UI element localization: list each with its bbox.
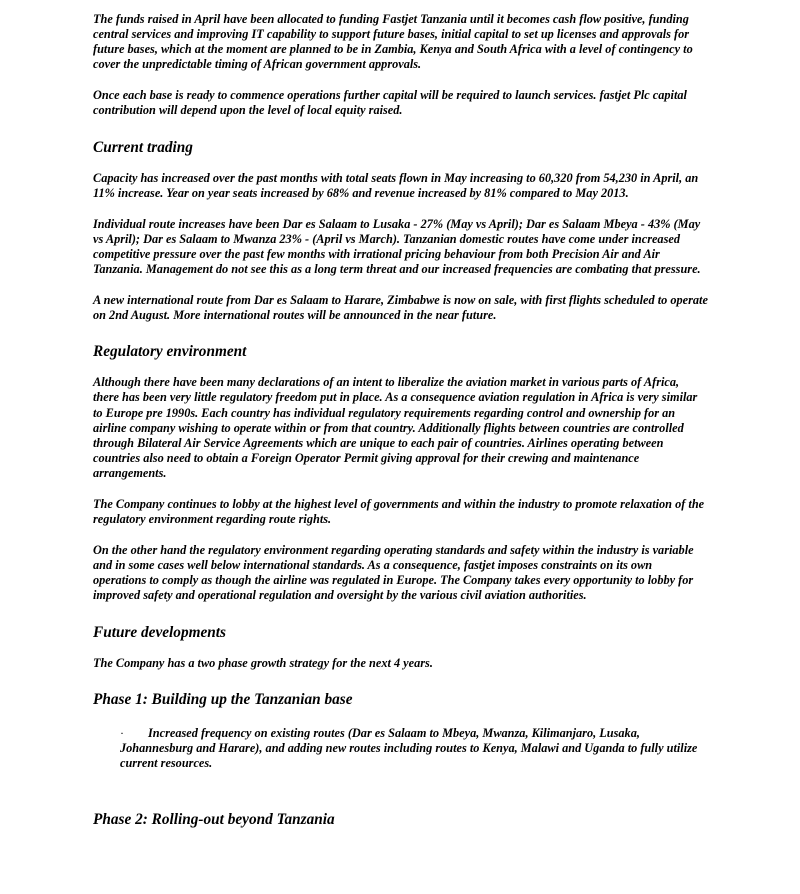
- phase-1-bullet-item: [93, 726, 708, 771]
- intro-paragraph-capital: Once each base is ready to commence operations further capital will be required to launch services. fastjet Plc capital contribution will depend upon the level of local equity raised.: [93, 88, 687, 118]
- paragraph-growth-strategy: The Company has a two phase growth strategy for the next 4 years.: [93, 655, 433, 670]
- paragraph-capacity: Capacity has increased over the past months with total seats flown in May increasing to 60,320 from 54,230 in April, an 11% increase. Year on year seats increased by 68% and revenue increased by 81% compared to May 2013.: [93, 170, 699, 200]
- paragraph-liberalize: Although there have been many declarations of an intent to liberalize the aviation market in various parts of Africa, there has been very little regulatory freedom put in place. As a consequence aviation regulation in Africa is very similar to Europe pre 1990s. Each country has individual regulatory requirements regarding control and ownership for an airline company wishing to operate within or from that country. Additionally flights between countries are controlled through Bilateral Air Service Agreements which are unique to each pair of countries. Airlines operating between countries also need to obtain a Foreign Operator Permit giving approval for their crewing and maintenance arrangements.: [93, 375, 698, 480]
- document-page: [93, 12, 708, 843]
- paragraph-route-increases: Individual route increases have been Dar es Salaam to Lusaka - 27% (May vs April); Dar es Salaam Mbeya - 43% (May vs April); Dar es Salaam to Mwanza 23% - (April vs March). Tanzanian domestic routes have come under increased competitive pressure over the past few months with irrational pricing behaviour from both Precision Air and Air Tanzania. Management do not see this as a long term threat and our increased frequencies are combating that pressure.: [93, 216, 701, 277]
- paragraph-new-route: A new international route from Dar es Salaam to Harare, Zimbabwe is now on sale, with first flights scheduled to operate on 2nd August. More international routes will be announced in the near future.: [93, 293, 708, 323]
- phase-1-bullet-text: Increased frequency on existing routes (Dar es Salaam to Mbeya, Mwanza, Kilimanjaro, Lusaka, Johannesburg and Harare), and adding new routes including routes to Kenya, Malawi and Uganda to fully utilize current resources.: [120, 725, 698, 770]
- paragraph-lobby: The Company continues to lobby at the highest level of governments and within the industry to promote relaxation of the regulatory environment regarding route rights.: [93, 496, 705, 527]
- heading-regulatory-environment: Regulatory environment: [93, 343, 247, 361]
- intro-paragraph-funds: The funds raised in April have been allocated to funding Fastjet Tanzania until it becomes cash flow positive, funding central services and improving IT capability to support future bases, initial capital to set up licenses and approvals for future bases, which at the moment are planned to be in Zambia, Kenya and South Africa with a level of contingency to cover the unpredictable timing of African government approvals.: [93, 12, 693, 72]
- heading-phase-1: Phase 1: Building up the Tanzanian base: [93, 690, 353, 708]
- heading-phase-2: Phase 2: Rolling-out beyond Tanzania: [93, 810, 335, 828]
- paragraph-standards: On the other hand the regulatory environment regarding operating standards and safety within the industry is variable and in some cases well below international standards. As a consequence, fastjet imposes constraints on its own operations to comply as though the airline was regulated in Europe. The Company takes every opportunity to lobby for improved safety and operational regulation and oversight by the various civil aviation authorities.: [93, 543, 694, 603]
- bullet-icon: ·: [120, 725, 124, 740]
- heading-current-trading: Current trading: [93, 138, 193, 156]
- heading-future-developments: Future developments: [93, 623, 226, 641]
